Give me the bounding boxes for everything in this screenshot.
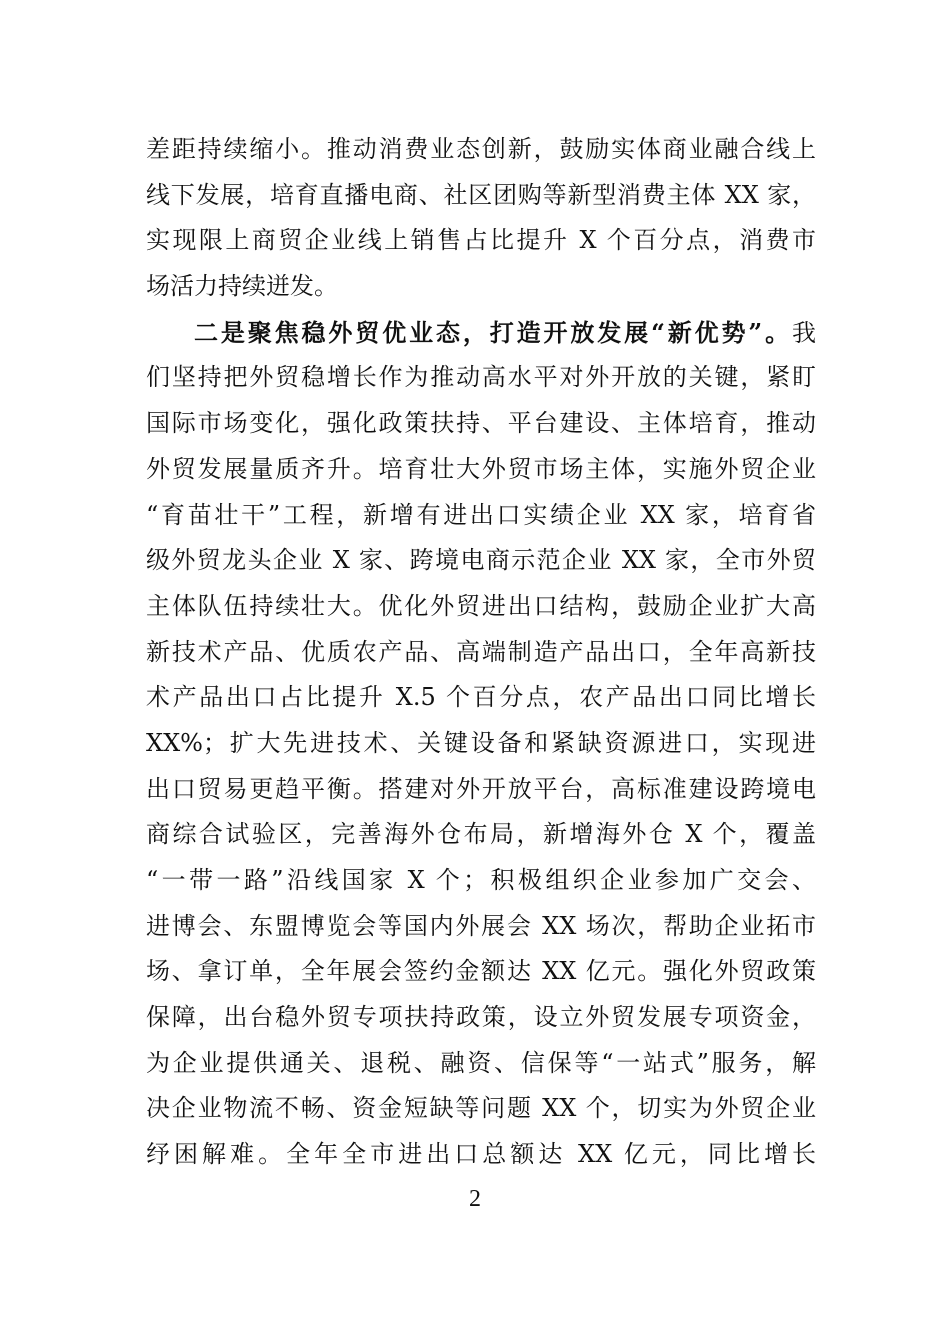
- text-line: “育苗壮干”工程，新增有进出口实绩企业 XX 家，培育省: [146, 500, 816, 529]
- paragraph-2: [146, 310, 816, 1178]
- text-line: 线下发展，培育直播电商、社区团购等新型消费主体 XX 家，: [146, 180, 816, 209]
- text-line: 场活力持续迸发。: [146, 272, 338, 301]
- text-line: 们坚持把外贸稳增长作为推动高水平对外开放的关键，紧盯: [146, 363, 816, 392]
- text-line: 新技术产品、优质农产品、高端制造产品出口，全年高新技: [146, 637, 816, 666]
- text-line: 国际市场变化，强化政策扶持、平台建设、主体培育，推动: [146, 409, 816, 438]
- text-line: 差距持续缩小。推动消费业态创新，鼓励实体商业融合线上: [146, 135, 816, 163]
- text-line: 商综合试验区，完善海外仓布局，新增海外仓 X 个，覆盖: [146, 820, 816, 849]
- text-line: 级外贸龙头企业 X 家、跨境电商示范企业 XX 家，全市外贸: [146, 546, 816, 575]
- text-line: 决企业物流不畅、资金短缺等问题 XX 个，切实为外贸企业: [146, 1094, 816, 1123]
- page-number: 2: [469, 1186, 481, 1212]
- paragraph-heading: 二是聚焦稳外贸优业态，打造开放发展“新优势”。: [194, 317, 792, 347]
- text-line: 场、拿订单，全年展会签约金额达 XX 亿元。强化外贸政策: [146, 957, 816, 986]
- text-line: 实现限上商贸企业线上销售占比提升 X 个百分点，消费市: [146, 226, 816, 255]
- text-line: 为企业提供通关、退税、融资、信保等“一站式”服务，解: [146, 1048, 816, 1077]
- text-line: 纾困解难。全年全市进出口总额达 XX 亿元，同比增长: [146, 1140, 816, 1169]
- paragraph-2-first-line: [146, 310, 816, 356]
- text-line: 进博会、东盟博览会等国内外展会 XX 场次，帮助企业拓市: [146, 911, 816, 940]
- text-line: 保障，出台稳外贸专项扶持政策，设立外贸发展专项资金，: [146, 1003, 816, 1032]
- body-text: [146, 127, 816, 1178]
- first-line-rest: 我: [792, 318, 816, 347]
- text-line: XX%；扩大先进技术、关键设备和紧缺资源进口，实现进: [146, 728, 816, 757]
- text-line: 外贸发展量质齐升。培育壮大外贸市场主体，实施外贸企业: [146, 454, 816, 483]
- paragraph-1: [146, 127, 816, 310]
- text-line: 主体队伍持续壮大。优化外贸进出口结构，鼓励企业扩大高: [146, 591, 816, 620]
- text-line: 术产品出口占比提升 X.5 个百分点，农产品出口同比增长: [146, 683, 816, 712]
- text-line: 出口贸易更趋平衡。搭建对外开放平台，高标准建设跨境电: [146, 774, 816, 803]
- text-line: “一带一路”沿线国家 X 个；积极组织企业参加广交会、: [146, 866, 816, 894]
